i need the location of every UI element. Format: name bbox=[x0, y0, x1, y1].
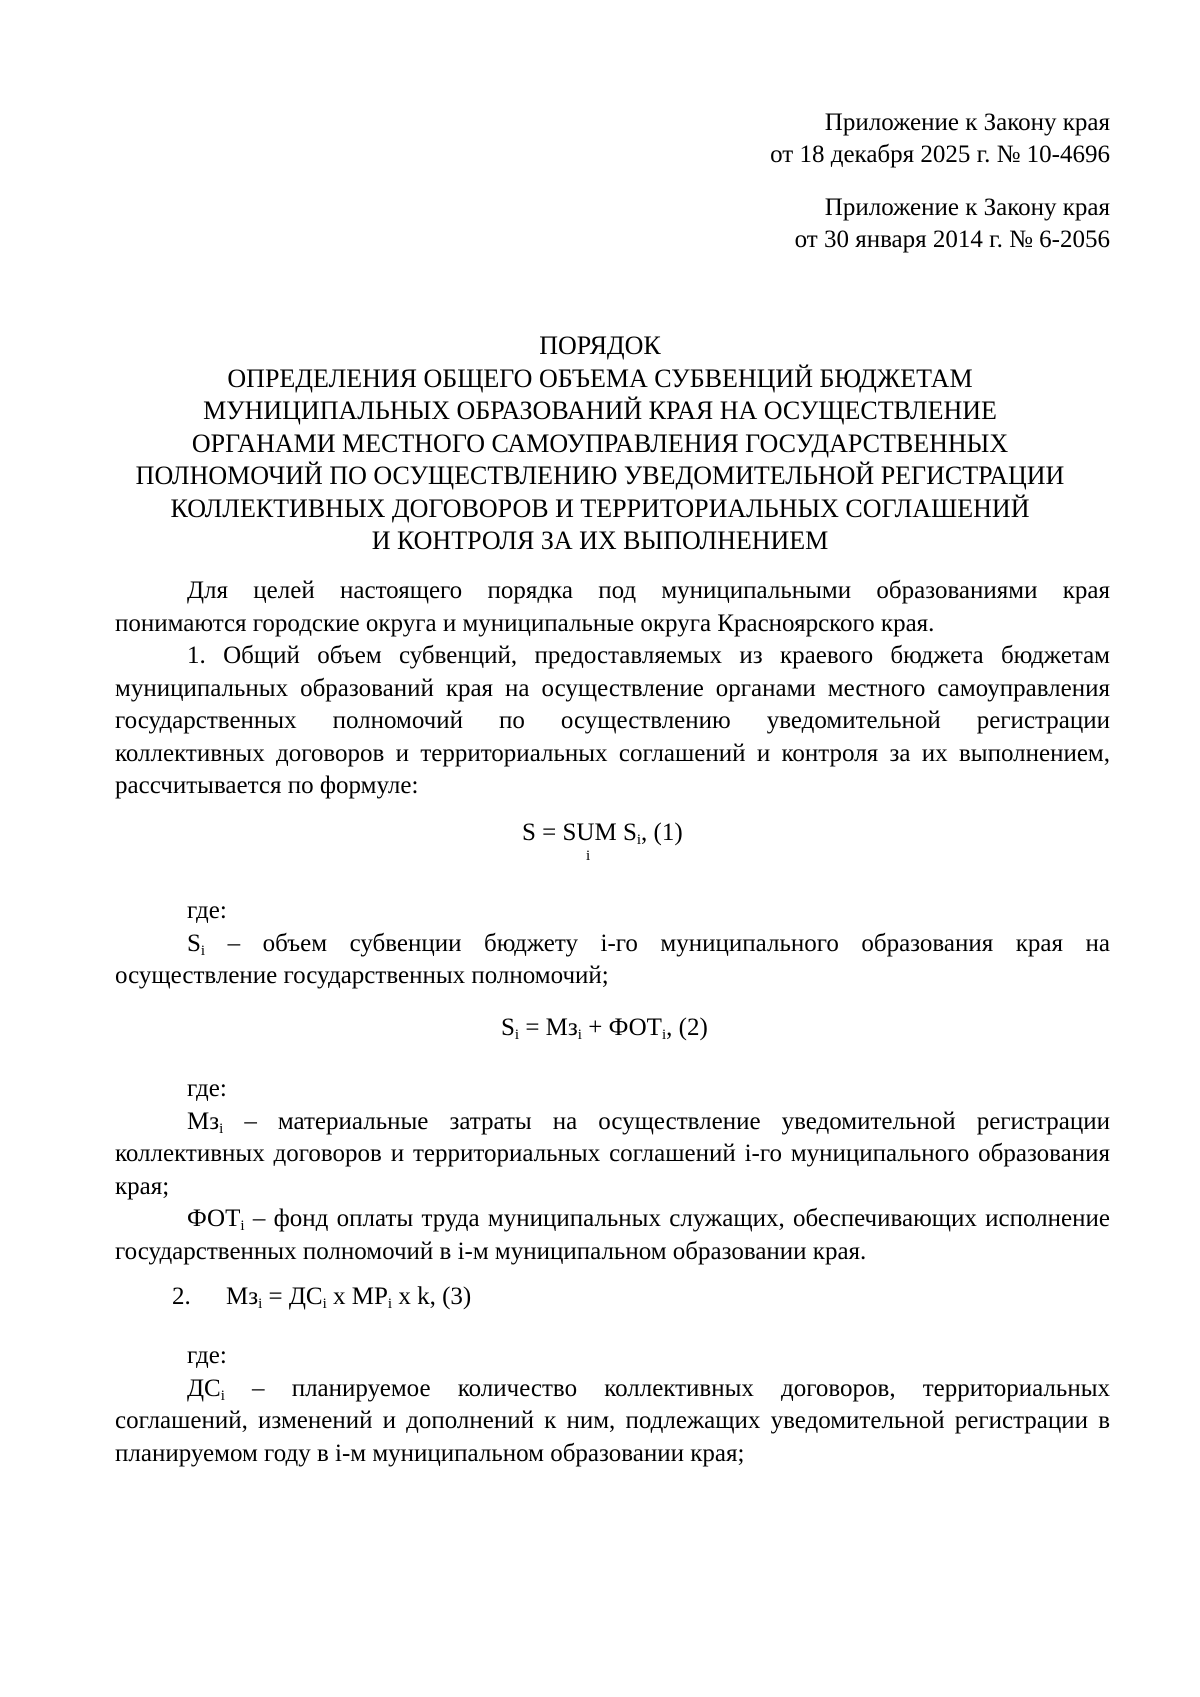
title-line: КОЛЛЕКТИВНЫХ ДОГОВОРОВ И ТЕРРИТОРИАЛЬНЫХ СОГЛАШЕНИЙ bbox=[170, 493, 1030, 523]
intro-paragraph: Для целей настоящего порядка под муниципальными образованиями края понимаются городские округа и муниципальные округа Красноярского края. bbox=[115, 577, 1110, 637]
where-label: где: bbox=[187, 1342, 227, 1369]
formula-3-number: 2. bbox=[172, 1283, 191, 1310]
title-line: ОПРЕДЕЛЕНИЯ ОБЩЕГО ОБЪЕМА СУБВЕНЦИЙ БЮДЖЕТАМ bbox=[227, 363, 973, 393]
document-title bbox=[100, 330, 1100, 558]
title-line: МУНИЦИПАЛЬНЫХ ОБРАЗОВАНИЙ КРАЯ НА ОСУЩЕСТВЛЕНИЕ bbox=[203, 396, 997, 425]
formula-2: $S_i = Мз_i + ФОТ_i$, (2) bbox=[501, 1014, 708, 1043]
paragraph-1: 1. Общий объем субвенций, предоставляемых из краевого бюджета бюджетам муниципальных образований края на осуществление органами местного самоуправления государственных полномочий по осуществлению уведомительной регистрации коллективных договоров и территориальных соглашений и контроля за их выполнением, рассчитывается по формуле: bbox=[115, 642, 1110, 799]
where-label: где: bbox=[187, 1075, 227, 1102]
body-block-1 bbox=[115, 575, 1110, 803]
header-appendix-date-1: от 18 декабря 2025 г. № 10-4696 bbox=[770, 141, 1110, 168]
formula-3: $Мз_i = ДС_i$ х $МР_i$ х k, (3) bbox=[226, 1283, 472, 1312]
formula-1-sum-index: i bbox=[586, 848, 591, 864]
title-line: ОРГАНАМИ МЕСТНОГО САМОУПРАВЛЕНИЯ ГОСУДАРСТВЕННЫХ bbox=[191, 428, 1009, 458]
title-line: ПОРЯДОК bbox=[539, 331, 661, 360]
definition-fot: $ФОТ_i$ – фонд оплаты труда муниципальных служащих, обеспечивающих исполнение государственных полномочий в i-м муниципальном образовании края. bbox=[115, 1205, 1110, 1265]
definition-ds: $ДС_i$ – планируемое количество коллективных договоров, территориальных соглашений, изменений и дополнений к ним, подлежащих уведомительной регистрации в планируемом году в i-м муниципальном образовании края; bbox=[115, 1374, 1110, 1467]
title-line: ПОЛНОМОЧИЙ ПО ОСУЩЕСТВЛЕНИЮ УВЕДОМИТЕЛЬНОЙ РЕГИСТРАЦИИ bbox=[135, 461, 1065, 490]
body-block-3 bbox=[115, 1073, 1110, 1268]
definition-mz: $Мз_i$ – материальные затраты на осуществление уведомительной регистрации коллективных договоров и территориальных соглашений i-го муниципального образования края; bbox=[115, 1107, 1110, 1200]
header-appendix-line-2: Приложение к Закону края bbox=[824, 194, 1110, 221]
definition-si: $S_i$ – объем субвенции бюджету i-го муниципального образования края на осуществление государственных полномочий; bbox=[115, 929, 1110, 989]
header-appendix-date-2: от 30 января 2014 г. № 6-2056 bbox=[794, 226, 1110, 253]
where-label: где: bbox=[187, 897, 227, 924]
body-block-4 bbox=[115, 1340, 1110, 1470]
body-block-2 bbox=[115, 895, 1110, 993]
header-appendix-line-1: Приложение к Закону края bbox=[824, 109, 1110, 136]
title-line: И КОНТРОЛЯ ЗА ИХ ВЫПОЛНЕНИЕМ bbox=[371, 526, 829, 555]
formula-1: S = SUM $S_i$, (1) bbox=[522, 819, 683, 848]
